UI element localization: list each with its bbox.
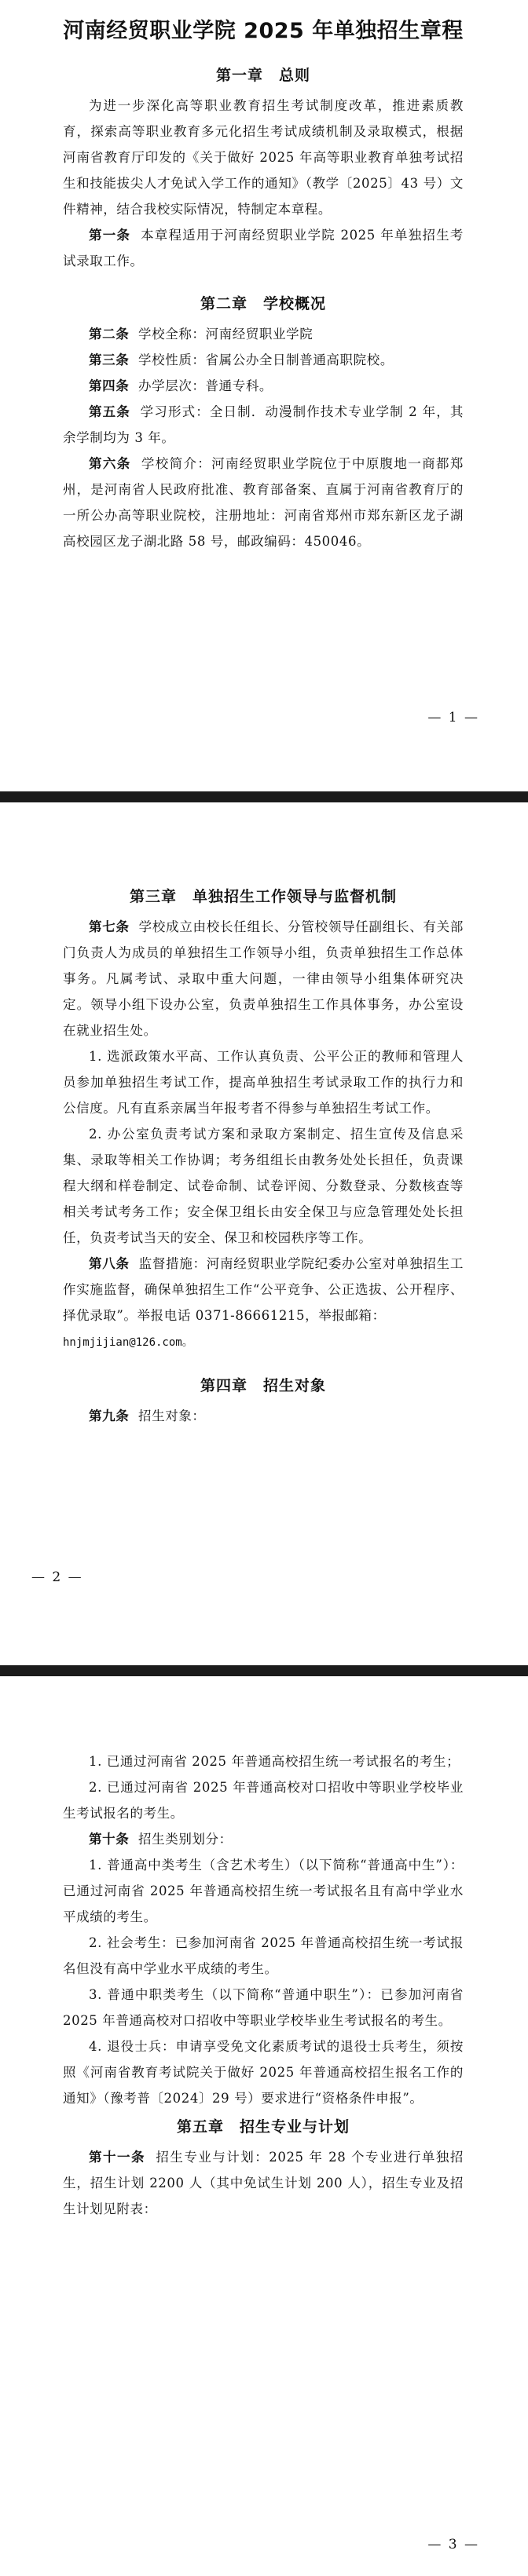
page-1	[0, 0, 528, 791]
article-9-heading: 第九条	[89, 1409, 130, 1423]
article-7-text: 学校成立由校长任组长、分管校领导任副组长、有关部门负责人为成员的单独招生工作领导小组，负责单独招生工作总体事务。凡属考试、录取中重大问题，一律由领导小组集体研究决定。领导小组下设办公室，负责单独招生工作具体事务，办公室设在就业招生处。	[63, 919, 464, 1038]
article-8-text: 监督措施：河南经贸职业学院纪委办公室对单独招生工作实施监督，确保单独招生工作“公平竞争、公正选拔、公开程序、择优录取”。举报电话 0371-86661215，举报邮箱：	[63, 1256, 464, 1323]
article-8-email-line	[63, 1328, 464, 1356]
document-title: 河南经贸职业学院 2025 年单独招生章程	[63, 19, 464, 43]
article-3-heading: 第三条	[89, 353, 130, 367]
chapter-1-heading: 第一章 总则	[215, 67, 310, 84]
article-3-text: 学校性质：省属公办全日制普通高职院校。	[138, 353, 394, 367]
chapter-4-heading: 第四章 招生对象	[200, 1377, 326, 1394]
article-6-heading: 第六条	[89, 456, 131, 471]
chapter-3-heading: 第三章 单独招生工作领导与监督机制	[129, 888, 397, 905]
category-item-4: 4. 退役士兵：申请享受免文化素质考试的退役士兵考生，须按照《河南省教育考试院关于做好 2025 年普通高校招生报名工作的通知》（豫考普〔2024〕29 号）要求进行“资格条件申报”。	[63, 2039, 464, 2106]
page-number: — 2 —	[31, 1569, 83, 1585]
article-1-text: 本章程适用于河南经贸职业学院 2025 年单独招生考试录取工作。	[63, 228, 464, 269]
article-2-heading: 第二条	[89, 327, 130, 342]
category-item-1: 1. 普通高中类考生（含艺术考生）（以下简称“普通高中生”）：已通过河南省 2025 年普通高校招生统一考试报名且有高中学业水平成绩的考生。	[63, 1858, 464, 1924]
intro-paragraph: 为进一步深化高等职业教育招生考试制度改革，推进素质教育，探索高等职业教育多元化招生考试成绩机制及录取模式，根据河南省教育厅印发的《关于做好 2025 年高等职业教育单独考试招生和技能拔尖人才免试入学工作的通知》（教学〔2025〕43 号）文件精神，结合我校实际情况，特制定本章程。	[63, 98, 464, 217]
report-email: hnjmjijian@126.com。	[63, 1336, 193, 1349]
page-separator	[0, 791, 528, 802]
article-2-text: 学校全称：河南经贸职业学院	[138, 327, 314, 342]
article-7-heading: 第七条	[89, 919, 130, 934]
page-top-margin	[63, 802, 464, 867]
article-5-text: 学习形式：全日制．动漫制作技术专业学制 2 年，其余学制均为 3 年。	[63, 404, 464, 445]
article-4-text: 办学层次：普通专科。	[138, 378, 273, 393]
article-4-heading: 第四条	[89, 378, 130, 393]
chapter-5-heading: 第五章 招生专业与计划	[176, 2118, 350, 2136]
target-item-1: 1. 已通过河南省 2025 年普通高校招生统一考试报名的考生；	[89, 1754, 460, 1769]
article-7-item-2: 2. 办公室负责考试方案和录取方案制定、招生宣传及信息采集、录取等相关工作协调；考务组组长由教务处处长担任，负责课程大纲和样卷制定、试卷命制、试卷评阅、分数登录、分数核查等相关考试考务工作；安全保卫组长由安全保卫与应急管理处处长担任，负责考试当天的安全、保卫和校园秩序等工作。	[63, 1127, 464, 1245]
chapter-2-heading: 第二章 学校概况	[200, 295, 326, 312]
article-7	[63, 914, 464, 1043]
article-11-text: 招生专业与计划：2025 年 28 个专业进行单独招生，招生计划 2200 人（其中免试生计划 200 人），招生专业及招生计划见附表：	[63, 2150, 464, 2216]
page-separator	[0, 1665, 528, 1676]
article-11	[63, 2144, 464, 2222]
page-3	[0, 1676, 528, 2576]
article-10-text: 招生类别划分：	[138, 1832, 233, 1847]
article-8	[63, 1251, 464, 1328]
article-9-text: 招生对象：	[138, 1409, 206, 1423]
article-2	[63, 321, 464, 347]
article-8-heading: 第八条	[89, 1256, 130, 1271]
article-6	[63, 451, 464, 554]
category-item-3: 3. 普通中职类考生（以下简称“普通中职生”）：已参加河南省 2025 年普通高校对口招收中等职业学校毕业生考试报名的考生。	[63, 1987, 464, 2028]
article-1-heading: 第一条	[89, 228, 131, 243]
article-1	[63, 222, 464, 274]
article-10-heading: 第十条	[89, 1832, 130, 1847]
article-4	[63, 373, 464, 399]
page-2	[0, 802, 528, 1665]
article-7-item-1: 1. 选派政策水平高、工作认真负责、公平公正的教师和管理人员参加单独招生考试工作，提高单独招生考试录取工作的执行力和公信度。凡有直系亲属当年报考者不得参与单独招生考试工作。	[63, 1049, 464, 1116]
article-6-text: 学校简介：河南经贸职业学院位于中原腹地一商都郑州，是河南省人民政府批准、教育部备案、直属于河南省教育厅的一所公办高等职业院校，注册地址：河南省郑州市郑东新区龙子湖高校园区龙子湖北路 58 号，邮政编码：450046。	[63, 456, 464, 549]
article-11-heading: 第十一条	[89, 2150, 145, 2165]
target-item-2: 2. 已通过河南省 2025 年普通高校对口招收中等职业学校毕业生考试报名的考生。	[63, 1780, 464, 1821]
article-9	[63, 1403, 464, 1429]
page-top-margin	[63, 1676, 464, 1748]
article-10	[63, 1826, 464, 1852]
category-item-2: 2. 社会考生：已参加河南省 2025 年普通高校招生统一考试报名但没有高中学业水平成绩的考生。	[63, 1935, 464, 1976]
article-5-heading: 第五条	[89, 404, 130, 419]
article-3	[63, 347, 464, 373]
article-5	[63, 399, 464, 451]
page-number: — 3 —	[427, 2537, 479, 2552]
page-number: — 1 —	[427, 710, 479, 725]
